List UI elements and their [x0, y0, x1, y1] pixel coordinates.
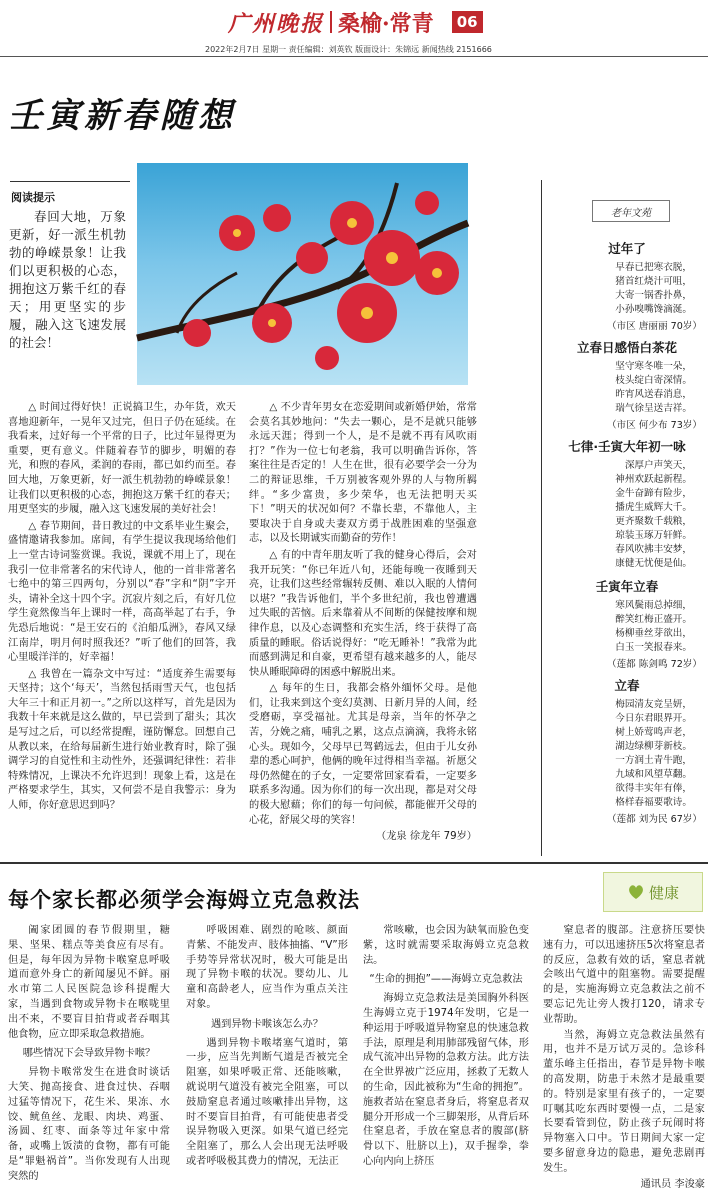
- masthead: [228, 8, 483, 36]
- guide-rule: [10, 181, 130, 182]
- subheading: 哪些情况下会导致异物卡喉？: [22, 1048, 156, 1060]
- poem-line: 昨宵风送春消息，: [615, 389, 692, 400]
- paragraph: △ 有的中青年朋友听了我的健身心得后，会对我开玩笑：“你已年近八旬，还能每晚一夜睡到天亮，让我们这些经常辗转反侧、难以入眠的人情何以堪？”我告诉他们，半个多世纪前，我也曾遭遇过失眠的苦恼。后来靠着从不间断的保健按摩和规律作息，以及心态调整和充实生活，终于获得了高质量的睡眠。俗话说得好：“吃无睡补！”我常为此而感到满足和自豪，更希望有越来越多的人，能尽快从睡眠障碍的困惑中解脱出来。: [249, 549, 477, 678]
- poem-line: 猪首红烧汁可咀，: [615, 276, 692, 287]
- poetry-sidebar: [548, 233, 706, 825]
- poem-text: [548, 261, 706, 317]
- paragraph: △ 时间过得好快！正说搞卫生，办年货，欢天喜地迎新年，一晃年又过完，但日子仍在延续。在我看来，过好每一个平常的日子，比过年显得更为重要，更有意义。伴随着春节的脚步，明媚的春光，和煦的春风，柔润的春雨，都已如约而至。春回大地，万象更新，好一派生机勃勃的峥嵘景象！让我们以更积极的心态，拥抱这万紫千红的春天；用更坚实的步履，融入这飞速发展的美好社会！: [8, 402, 236, 516]
- paragraph: △ 春节期间，昔日教过的中文系毕业生聚会，盛情邀请我参加。席间，有学生提议我现场给他们上一堂古诗词鉴赏课。我说，课就不用上了，现在我引一位非常著名的宋代诗人，他的一首非常著名七绝中的第三四两句，分别以“春”字和“阴”字开头，请补全这十四个字。沉寂片刻之后，有好几位学生竟然像当年上课时一样，高高举起了右手，争先恐后地说：“是王安石的《泊船瓜洲》，春风又绿江南岸，明月何时照我还？”听了他们的回答，我心里暖洋洋的，好幸福！: [8, 520, 236, 664]
- poem-line: 一方润土青牛跑，: [615, 755, 692, 766]
- poem-line: 瑞气徐呈送吉祥。: [615, 403, 692, 414]
- poem-line: 春风吹拂丰安梦，: [615, 544, 692, 555]
- poem-line: 播虎生威辉大千。: [615, 502, 692, 513]
- poem-line: 今日东君眼界开。: [615, 713, 692, 724]
- poem-title: 立春日感悟白茶花: [576, 340, 677, 355]
- paragraph: 窒息者的腹部。注意挤压要快速有力，可以迅速挤压5次将窒息者的反应，急救有效的话，窒息者就会咳出气道中的阻塞物。需要提醒的是，实施海姆立克急救法之前不要忘记先让旁人拨打120，请求专业帮助。: [543, 925, 705, 1025]
- paragraph: △ 不少青年男女在恋爱期间或新婚伊始，常常会莫名其妙地问：“失去一颗心，是不是就只能够永远天涯；得到一个人，是不是就不再有风吹雨打？”作为一位七旬老翁，我可以明确告诉你，答案往往是否定的！人生在世，很有必要学会一分为二的辩证思维，千万别被客观外界的人与物所羁绊。“多少富贵，多少荣华，也无法把明天买下！”明天的状况如何？不靠长辈，不靠他人，主要取决于自身或夫妻双方勇于战胜困难的坚强意志，以及长期诚实而勤奋的劳作！: [249, 402, 477, 545]
- paragraph: 阖家团圆的春节假期里，糖果、坚果、糕点等美食应有尽有。但是，每年因为异物卡喉窒息呼吸道而意外身亡的新闻屡见不鲜。丽水市第二人民医院急诊科提醒大家，当遇到食物或异物卡在喉咙里出不来，不要盲目拍背或者吞咽其他食物，应立即采取急救措施。: [8, 925, 170, 1040]
- poem-line: 小孙嗅嘴馋滴涎。: [615, 304, 692, 315]
- article-column-1: [8, 401, 236, 816]
- poem-block: [548, 239, 706, 332]
- poem-text: [548, 360, 706, 416]
- poem-line: 金牛奋蹄有险步，: [615, 488, 692, 499]
- poem-text: [548, 459, 706, 571]
- poem-line: 大寄一锅香扑鼻，: [615, 290, 692, 301]
- poem-line: 树上娇莺鸣声老，: [615, 727, 692, 738]
- paragraph: 当然，海姆立克急救法虽然有用，也并不是万试万灵的。急诊科董乐峰主任指出，春节是异物卡喉的高发期，防患于未然才是最重要的。特别是家里有孩子的，一定要叮嘱其吃东西时要慢一点，二是家长要看管到位，防止孩子玩闹时将异物塞入口中。节日期间大家一定要多留意身边的隐患，避免悲剧再发生。: [543, 1029, 705, 1174]
- health-column-2: [186, 924, 348, 1171]
- reporter-signature: 通讯员 李浚豪: [640, 1178, 705, 1190]
- poem-title: 过年了: [608, 241, 646, 256]
- column-tag: [592, 200, 670, 222]
- plum-blossom-photo: [137, 163, 468, 385]
- paragraph: 异物卡喉常发生在进食时谈话大笑、抛高接食、进食过快、吞咽过猛等情况下，花生米、果冻、水饺、鱿鱼丝、龙眼、肉块、鸡蛋、汤圆、红枣、面条等过年家中常备，或嘴上饭渍的食物，都有可能是“罪魁祸首”。当你发现有人出现突然的: [8, 1067, 170, 1182]
- poem-line: 湖边绿柳芽新枝。: [615, 741, 692, 752]
- poem-author: （莲都 刘为民 67岁）: [606, 814, 702, 825]
- poem-line: 欲得丰实年有俸，: [615, 783, 692, 794]
- poem-block: [548, 676, 706, 825]
- poem-title: 壬寅年立春: [595, 579, 659, 594]
- poem-line: 杨柳垂丝芽欲出，: [615, 628, 692, 639]
- masthead-divider: [330, 11, 332, 33]
- poem-line: 深厚户声笑天，: [624, 460, 692, 471]
- section-name: 桑榆·常青: [338, 10, 434, 37]
- newspaper-name: 广州晚报: [228, 10, 325, 37]
- health-column-tag: [603, 872, 703, 912]
- poem-author: （莲都 陈剑鸣 72岁）: [606, 659, 702, 670]
- paragraph: △ 我曾在一篇杂文中写过：“适度养生需要每天坚持；这个‘每天’，当然包括雨雪天气，也包括大年三十和正月初一。”之所以这样写，首先是因为我数十年来就是这么做的，早已尝到了甜头；其次是写过之后，可以经常提醒，谨防懈怠。回想自己从教以来，在给每届新生进行始业教育时，除了强调学习的自觉性和主动性外，还强调纪律性：若非特殊情况，上课决不允许迟到！现象上看，这是在严格要求学生，其实，又何尝不是自我警示：身为人师，你好意思迟到吗？: [8, 668, 236, 812]
- plum-blossom-illustration: [137, 163, 468, 385]
- paragraph: 常咳嗽，也会因为缺氧而脸色变紫，这时就需要采取海姆立克急救法。: [363, 925, 529, 966]
- author-signature: （龙泉 徐龙年 79岁）: [376, 831, 477, 843]
- health-column-1: [8, 924, 170, 1186]
- paragraph: 遇到异物卡喉堵塞气道时，第一步，应当先判断气道是否被完全阻塞，如果呼吸正常、还能咳嗽，就说明气道没有被完全阻塞，可以鼓励窒息者通过咳嗽排出异物，这时不要盲目拍背，有可能使患者受误异物吸入更深。如果气道已经完全阻塞了，那么人会出现无法呼吸或者呼吸极其费力的情况，无法正: [186, 1037, 348, 1167]
- poem-line: 九域和风望草翻。: [615, 769, 692, 780]
- article-title: 壬寅新春随想: [8, 96, 236, 136]
- paragraph: 海姆立克急救法是美国胸外科医生海姆立克于1974年发明，它是一种运用于呼吸道异物窒息的快速急救手法，原理是利用肺部残留气体，形成气流冲出异物的急救方法。此方法在全世界被广泛应用，拯救了无数人的生命，因此被称为“生命的拥抱”。施救者站在窒息者身后，将窒息者双腿分开形成一个三脚架形，从背后环住窒息者，手放在窒息者的腹部(脐骨以下、肚脐以上)，双手握拳，拳心向内向上挤压: [363, 993, 529, 1167]
- poem-author: （市区 何少布 73岁）: [606, 420, 702, 431]
- poem-line: 神州欢跃起新程。: [615, 474, 692, 485]
- subheading: “生命的拥抱”——海姆立克急救法: [369, 974, 523, 986]
- poem-block: [548, 577, 706, 670]
- reading-guide-text: 春回大地，万象更新，好一派生机勃勃的峥嵘景象！让我们以更积极的心态，拥抱这万紫千红的春天；用更坚实的步履，融入这飞速发展的社会！: [9, 209, 126, 350]
- poem-author: （市区 唐丽丽 70岁）: [606, 321, 702, 332]
- health-article-title: 每个家长都必须学会海姆立克急救法: [8, 888, 360, 912]
- poem-line: 格样春福要歌诗。: [615, 797, 692, 808]
- poem-line: 早春已把寒衣脱，: [615, 262, 692, 273]
- article-column-2: [249, 401, 477, 847]
- edition-info: 2022年2月7日 星期一 责任编辑：刘英钦 版面设计：朱锦远 新闻热线 2151666: [205, 45, 492, 54]
- column-divider: [541, 180, 542, 856]
- poem-line: 寒风鬓雨总掉细，: [615, 600, 692, 611]
- poem-block: [548, 338, 706, 431]
- column-tag-label: 老年文苑: [611, 207, 651, 219]
- poem-text: [548, 698, 706, 810]
- poem-line: 醉笑红梅正盛开。: [615, 614, 692, 625]
- poem-line: 康健无忧便是仙。: [615, 558, 692, 569]
- subheading: 遇到异物卡喉该怎么办？: [210, 1018, 324, 1030]
- paragraph: 呼吸困难、剧烈的呛咳、颜面青紫、不能发声、肢体抽搐、“V”形手势等异常状况时，极大可能是出现了异物卡喉的状况。婴幼儿、儿童和高龄老人，应当作为重点关注对象。: [186, 925, 348, 1010]
- heart-leaf-icon: [627, 883, 645, 901]
- health-column-3: [363, 924, 529, 1171]
- paragraph: △ 每年的生日，我都会格外缅怀父母。是他们，让我来到这个变幻莫测、日新月异的人间，经受磨砺，享受福祉。尤其是母亲，当年的怀孕之苦，分娩之痛，哺乳之累，这点点滴滴，我将永铭心头。现如今，父母早已驾鹤远去，但由于儿女孙辈的悉心呵护，他俩的晚年过得相当幸福。祈愿父母仍然健在的子女，一定要常回家看看，一定要多联系多沟通。因为你们的每一次出现，都是对父母的极大慰藉；你们的每一句问候，都能催开父母的心花，舒展父母的笑容！: [249, 683, 477, 826]
- poem-line: 琼装玉琢万轩鲜。: [615, 530, 692, 541]
- poem-title: 立春: [614, 678, 640, 693]
- poem-line: 更齐聚数千载粮，: [615, 516, 692, 527]
- poem-line: 枝头绽白寄深情。: [615, 375, 692, 386]
- poem-line: 坚守寒冬唯一朵，: [615, 361, 692, 372]
- health-tag-label: 健康: [648, 883, 679, 902]
- poem-line: 白玉一笑报春来。: [615, 642, 692, 653]
- poem-text: [548, 599, 706, 655]
- section-rule: [0, 862, 708, 864]
- poem-block: [548, 437, 706, 571]
- health-column-4: [543, 924, 705, 1193]
- poem-line: 梅园清友竞呈妍，: [615, 699, 692, 710]
- reading-guide-title: 阅读提示: [11, 191, 55, 204]
- poem-title: 七律·壬寅大年初一咏: [568, 439, 686, 454]
- header-rule: [0, 56, 708, 57]
- page-number-badge: 06: [452, 11, 483, 33]
